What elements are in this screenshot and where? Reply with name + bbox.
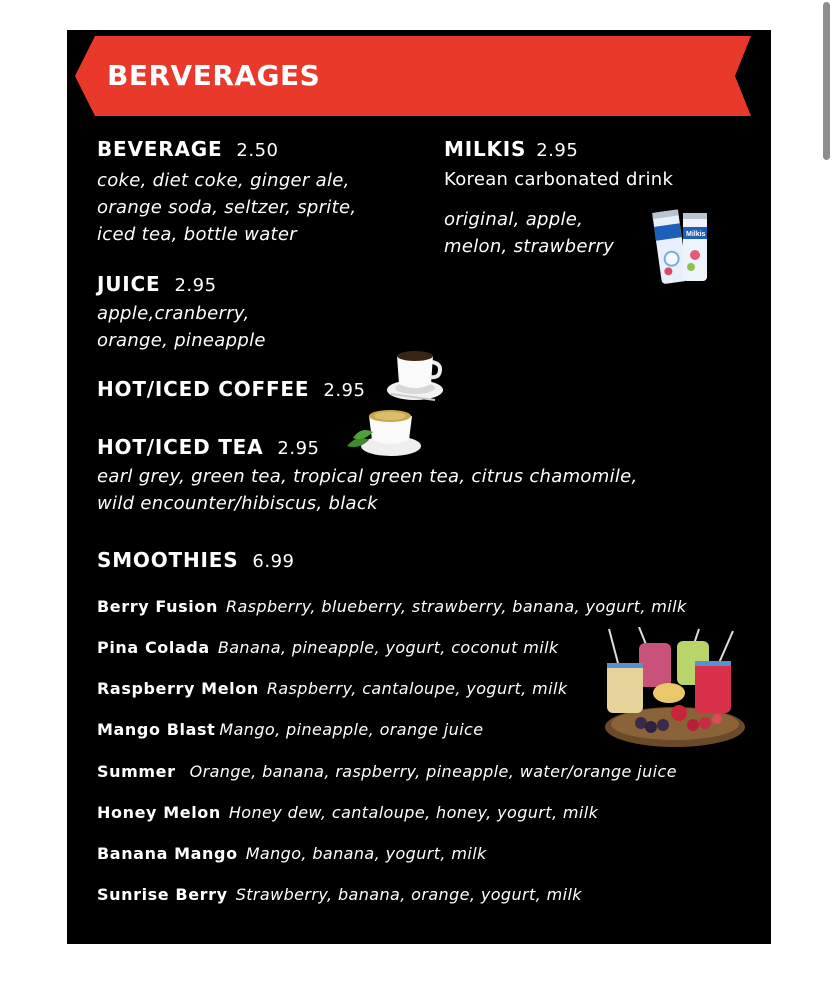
smoothie-ingredients: Raspberry, cantaloupe, yogurt, milk [266, 679, 568, 698]
menu-banner [75, 36, 751, 116]
milkis-title: MILKIS [444, 137, 527, 161]
smoothie-item [97, 636, 559, 660]
smoothie-name: Banana Mango [97, 844, 238, 863]
milkis-description [444, 206, 614, 260]
smoothie-ingredients: Mango, banana, yogurt, milk [245, 844, 487, 863]
coffee-price: 2.95 [323, 380, 366, 401]
coffee-title: HOT/ICED COFFEE [97, 377, 310, 401]
juice-heading [97, 272, 217, 298]
juice-title: JUICE [97, 272, 161, 296]
smoothie-item [97, 760, 677, 784]
smoothies-title: SMOOTHIES [97, 548, 239, 572]
smoothie-item [97, 595, 687, 619]
beverage-line: coke, diet coke, ginger ale, [97, 170, 350, 191]
smoothie-ingredients: Orange, banana, raspberry, pineapple, water/orange juice [189, 762, 677, 781]
smoothie-ingredients: Raspberry, blueberry, strawberry, banana, yogurt, milk [225, 597, 687, 616]
beverage-line: orange soda, seltzer, sprite, [97, 197, 357, 218]
beverage-price: 2.50 [236, 140, 279, 161]
milkis-line: melon, strawberry [444, 236, 615, 257]
milkis-price: 2.95 [536, 140, 579, 161]
tea-heading [97, 435, 320, 461]
juice-line: apple,cranberry, [97, 303, 250, 324]
tea-price: 2.95 [277, 438, 320, 459]
juice-description [97, 300, 266, 354]
smoothie-item [97, 677, 567, 701]
juice-line: orange, pineapple [97, 330, 266, 351]
smoothie-name: Summer [97, 762, 176, 781]
smoothie-item [97, 801, 598, 825]
coffee-cup-image [385, 346, 447, 404]
smoothies-heading [97, 548, 294, 574]
beverage-heading [97, 137, 278, 163]
milkis-heading [444, 137, 578, 163]
tea-line: wild encounter/hibiscus, black [97, 493, 378, 514]
smoothies-price: 6.99 [252, 551, 295, 572]
smoothie-name: Pina Colada [97, 638, 210, 657]
smoothie-item [97, 883, 582, 907]
milkis-subtitle: Korean carbonated drink [444, 169, 674, 190]
smoothie-ingredients: Mango, pineapple, orange juice [219, 720, 484, 739]
milkis-line: original, apple, [444, 209, 584, 230]
milkis-can-label: Milkis [686, 231, 706, 238]
smoothie-name: Sunrise Berry [97, 885, 228, 904]
smoothie-name: Berry Fusion [97, 597, 218, 616]
smoothie-name: Raspberry Melon [97, 679, 259, 698]
page-title: BERVERAGES [107, 59, 321, 92]
tea-description [97, 463, 638, 517]
smoothie-name: Honey Melon [97, 803, 221, 822]
coffee-heading [97, 377, 365, 403]
smoothie-ingredients: Strawberry, banana, orange, yogurt, milk [235, 885, 582, 904]
page-scrollbar[interactable] [823, 2, 830, 160]
beverage-description [97, 167, 356, 248]
smoothies-tray-image [601, 627, 747, 751]
smoothie-name: Mango Blast [97, 720, 216, 739]
juice-price: 2.95 [174, 275, 217, 296]
beverage-line: iced tea, bottle water [97, 224, 297, 245]
beverage-title: BEVERAGE [97, 137, 223, 161]
tea-line: earl grey, green tea, tropical green tea, citrus chamomile, [97, 466, 638, 487]
tea-cup-image [345, 406, 425, 462]
smoothie-ingredients: Honey dew, cantaloupe, honey, yogurt, milk [228, 803, 599, 822]
beverage-menu [67, 30, 771, 944]
smoothie-ingredients: Banana, pineapple, yogurt, coconut milk [217, 638, 559, 657]
milkis-cans-image [651, 207, 713, 287]
tea-title: HOT/ICED TEA [97, 435, 264, 459]
smoothie-item [97, 718, 483, 742]
smoothie-item [97, 842, 487, 866]
